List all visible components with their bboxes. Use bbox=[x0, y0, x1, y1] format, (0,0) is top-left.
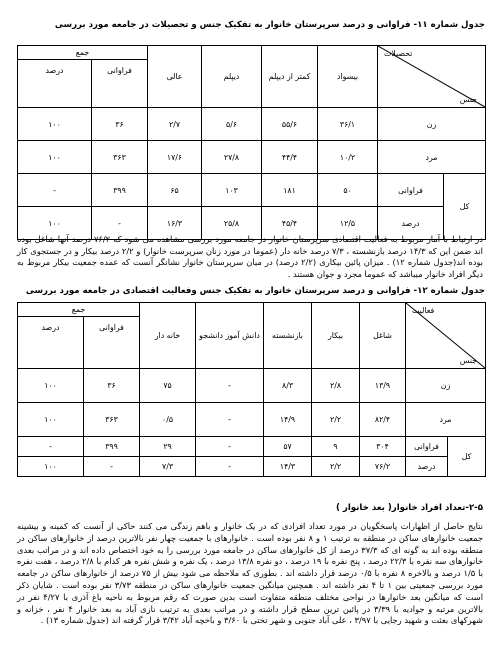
table-row bbox=[18, 141, 486, 174]
paragraph-economic-activity: در ارتباط با آمار مربوط به فعالیت اقتصادی سرپرستان خانوار در جامعه مورد بررسی مشاهده می شود که ۷۶/۲ درصد آنها شاغل بوده اند ضمن این که ۱۴/۳ درصد بازنشسته ، ۷/۳ درصد خانه دار (عموما در مورد زنان سرپرست خانوار) و ۲/۲ درصد بیکار و در جستجوی کار بوده اند(جدول شماره ۱۲) . میزان پائین بیکاری (۲/۲ درصد) در میان سرپرستان خانوار نشانگر آنست که عمده جمعیت بیکار مربوط به دیگر افراد خانوار میباشد که عموما مجرد و جوان هستند . bbox=[17, 234, 483, 279]
header-unemployed: بیکار bbox=[312, 303, 360, 369]
table-cell: - bbox=[18, 174, 92, 207]
row-label-frequency: فراوانی bbox=[406, 437, 448, 457]
table-cell: ۲۹ bbox=[140, 437, 196, 457]
corner-label-education: تحصیلات bbox=[384, 49, 413, 58]
header-diploma: دیپلم bbox=[202, 46, 262, 108]
table-cell: - bbox=[18, 437, 84, 457]
table-cell: ۱۰۰ bbox=[18, 403, 84, 437]
table-cell: ۵/۶ bbox=[202, 108, 262, 141]
table-cell: ۱۳/۹ bbox=[360, 369, 406, 403]
header-percent: درصد bbox=[18, 60, 92, 108]
table-row bbox=[18, 403, 486, 437]
table-cell: ۱۰۰ bbox=[18, 108, 92, 141]
table-cell: ۳۶ bbox=[84, 369, 140, 403]
table-cell: - bbox=[196, 369, 264, 403]
table-cell: ۲/۷ bbox=[148, 108, 202, 141]
table-cell: ۳۹۹ bbox=[92, 174, 148, 207]
table-cell: - bbox=[84, 457, 140, 477]
table-cell: ۳۰۴ bbox=[360, 437, 406, 457]
table-12 bbox=[17, 302, 486, 477]
table-cell: ۲/۲ bbox=[312, 403, 360, 437]
section-body-paragraph: نتایج حاصل از اظهارات پاسخگویان در مورد تعداد افرادی که در یک خانوار و باهم زندگی می کنند حاکی از آنست که کمینه و بیشینه جمعیت خانوارهای ساکن در منطقه به ترتیب ۱ و ۸ نفر بوده است . خانوارهای با جمعیت چهار نفر بالاترین درصد از خانوارهای ساکن در منطقه بوده اند به گونه ای که ۳۷/۳ درصد از کل خانوارهای ساکن در جامعه مورد بررسی را به خود اختصاص داده اند و در مراتب بعدی خانوارهای سه نفره با ۲۲/۳ درصد ، پنج نفره با ۱۹ درصد ، دو نفره ۱۳/۸ درصد ، یک نفره و شش نفره هر کدام با ۲/۸ درصد ، هفت نفره با ۱/۵ درصد و بالاخره ۸ نفره با ۰/۵ درصد قرار داشته اند . بطوری که ملاحظه می شود بیش از ۷۵ درصد از خانوارهای ساکن در جامعه مورد بررسی جمعیتی بین ۱ تا ۴ نفر داشته اند . همچنین میانگین جمعیت خانوارهای ساکن در منطقه ۳/۷۳ نفر بوده است . شایان ذکر است که میانگین بعد خانوارها در نواحی مختلف منطقه متفاوت است بدین صورت که رقم مربوط به ناحیه باغ آذری با ۴/۲۷ نفر در بالاترین مرتبه و جوادیه با ۳/۳۹ در پائین ترین سطح قرار داشته و در مراتب بعدی به ترتیب نازی آباد به بعد خانوار ۴ نفر ، خزانه و شهرکهای بعثت و شهید رجایی با ۳/۹۷ ، علی آباد جنوبی و شهر تختی با ۳/۶۰ و باخچه آباد ۳/۴۲ قرار گرفته اند (جدول شماره ۱۳) . bbox=[17, 521, 484, 626]
table-cell: ۸/۳ bbox=[264, 369, 312, 403]
table-cell: ۷/۳ bbox=[140, 457, 196, 477]
header-total: جمع bbox=[18, 46, 148, 60]
table-cell: ۲/۸ bbox=[312, 369, 360, 403]
table-row bbox=[18, 108, 486, 141]
row-label-female: زن bbox=[406, 369, 486, 403]
table-cell: ۲۵/۸ bbox=[202, 207, 262, 240]
table-cell: ۱۴/۹ bbox=[264, 403, 312, 437]
header-higher-education: عالی bbox=[148, 46, 202, 108]
corner-label-activity: فعالیت bbox=[412, 306, 435, 315]
table-cell: ۱۰۰ bbox=[18, 369, 84, 403]
header-frequency: فراوانی bbox=[92, 60, 148, 108]
table-11-corner bbox=[378, 46, 486, 108]
row-label-male: مرد bbox=[378, 141, 486, 174]
table-cell: ۳۶/۱ bbox=[318, 108, 378, 141]
table-cell: ۶۵ bbox=[148, 174, 202, 207]
table-11 bbox=[17, 45, 486, 240]
table-cell: ۲/۲ bbox=[312, 457, 360, 477]
table-cell: ۰/۵ bbox=[140, 403, 196, 437]
table-12-caption: جدول شماره ۱۲- فراوانی و درصد سرپرستان خانوار به تفکیک جنس وفعالیت اقتصادی در جامعه مورد بررسی bbox=[25, 286, 485, 296]
table-cell: ۴۵/۴ bbox=[262, 207, 318, 240]
row-label-female: زن bbox=[378, 108, 486, 141]
table-cell: ۱۰۰ bbox=[18, 141, 92, 174]
table-cell: - bbox=[196, 457, 264, 477]
table-cell: ۹ bbox=[312, 437, 360, 457]
row-label-total: کل bbox=[444, 174, 486, 240]
row-label-male: مرد bbox=[406, 403, 486, 437]
table-cell: ۱۰۰ bbox=[18, 207, 92, 240]
table-cell: ۸۲/۴ bbox=[360, 403, 406, 437]
header-below-diploma: کمتر از دیپلم bbox=[262, 46, 318, 108]
table-cell: ۱۶/۳ bbox=[148, 207, 202, 240]
table-11-caption: جدول شماره ۱۱- فراوانی و درصد سرپرستان خانوار به تفکیک جنس و تحصیلات در جامعه مورد بررسی bbox=[54, 20, 485, 30]
header-frequency: فراوانی bbox=[84, 317, 140, 369]
header-illiterate: بیسواد bbox=[318, 46, 378, 108]
table-cell: ۳۹۹ bbox=[84, 437, 140, 457]
table-cell: ۵۷ bbox=[264, 437, 312, 457]
table-row bbox=[18, 369, 486, 403]
table-cell: - bbox=[196, 403, 264, 437]
table-cell: ۱۴/۳ bbox=[264, 457, 312, 477]
table-row bbox=[18, 174, 486, 207]
header-total: جمع bbox=[18, 303, 140, 317]
header-homemaker: خانه دار bbox=[140, 303, 196, 369]
table-cell: ۱۰۳ bbox=[202, 174, 262, 207]
table-cell: ۳۶۳ bbox=[92, 141, 148, 174]
table-cell: ۳۶ bbox=[92, 108, 148, 141]
row-label-percent: درصد bbox=[378, 207, 444, 240]
section-heading: ۲-۵-تعداد افراد خانوار( بعد خانوار ) bbox=[335, 503, 483, 513]
table-12-corner bbox=[406, 303, 486, 369]
table-cell: ۵۵/۶ bbox=[262, 108, 318, 141]
table-cell: - bbox=[196, 437, 264, 457]
table-row bbox=[18, 457, 486, 477]
header-employed: شاغل bbox=[360, 303, 406, 369]
table-cell: ۱۰۰ bbox=[18, 457, 84, 477]
header-retired: بازنشسته bbox=[264, 303, 312, 369]
table-cell: ۱۷/۶ bbox=[148, 141, 202, 174]
table-cell: - bbox=[92, 207, 148, 240]
table-cell: ۷۵ bbox=[140, 369, 196, 403]
corner-label-gender: جنس bbox=[459, 356, 478, 365]
table-cell: ۳۶۳ bbox=[84, 403, 140, 437]
row-label-total: کل bbox=[448, 437, 486, 477]
table-cell: ۲۷/۸ bbox=[202, 141, 262, 174]
table-row bbox=[18, 437, 486, 457]
header-student: دانش آموز دانشجو bbox=[196, 303, 264, 369]
row-label-frequency: فراوانی bbox=[378, 174, 444, 207]
header-percent: درصد bbox=[18, 317, 84, 369]
table-cell: ۴۴/۴ bbox=[262, 141, 318, 174]
row-label-percent: درصد bbox=[406, 457, 448, 477]
table-cell: ۱۲/۵ bbox=[318, 207, 378, 240]
table-cell: ۷۶/۲ bbox=[360, 457, 406, 477]
table-cell: ۱۰/۲ bbox=[318, 141, 378, 174]
table-cell: ۱۸۱ bbox=[262, 174, 318, 207]
corner-label-gender: جنس bbox=[459, 95, 478, 104]
table-cell: ۵۰ bbox=[318, 174, 378, 207]
